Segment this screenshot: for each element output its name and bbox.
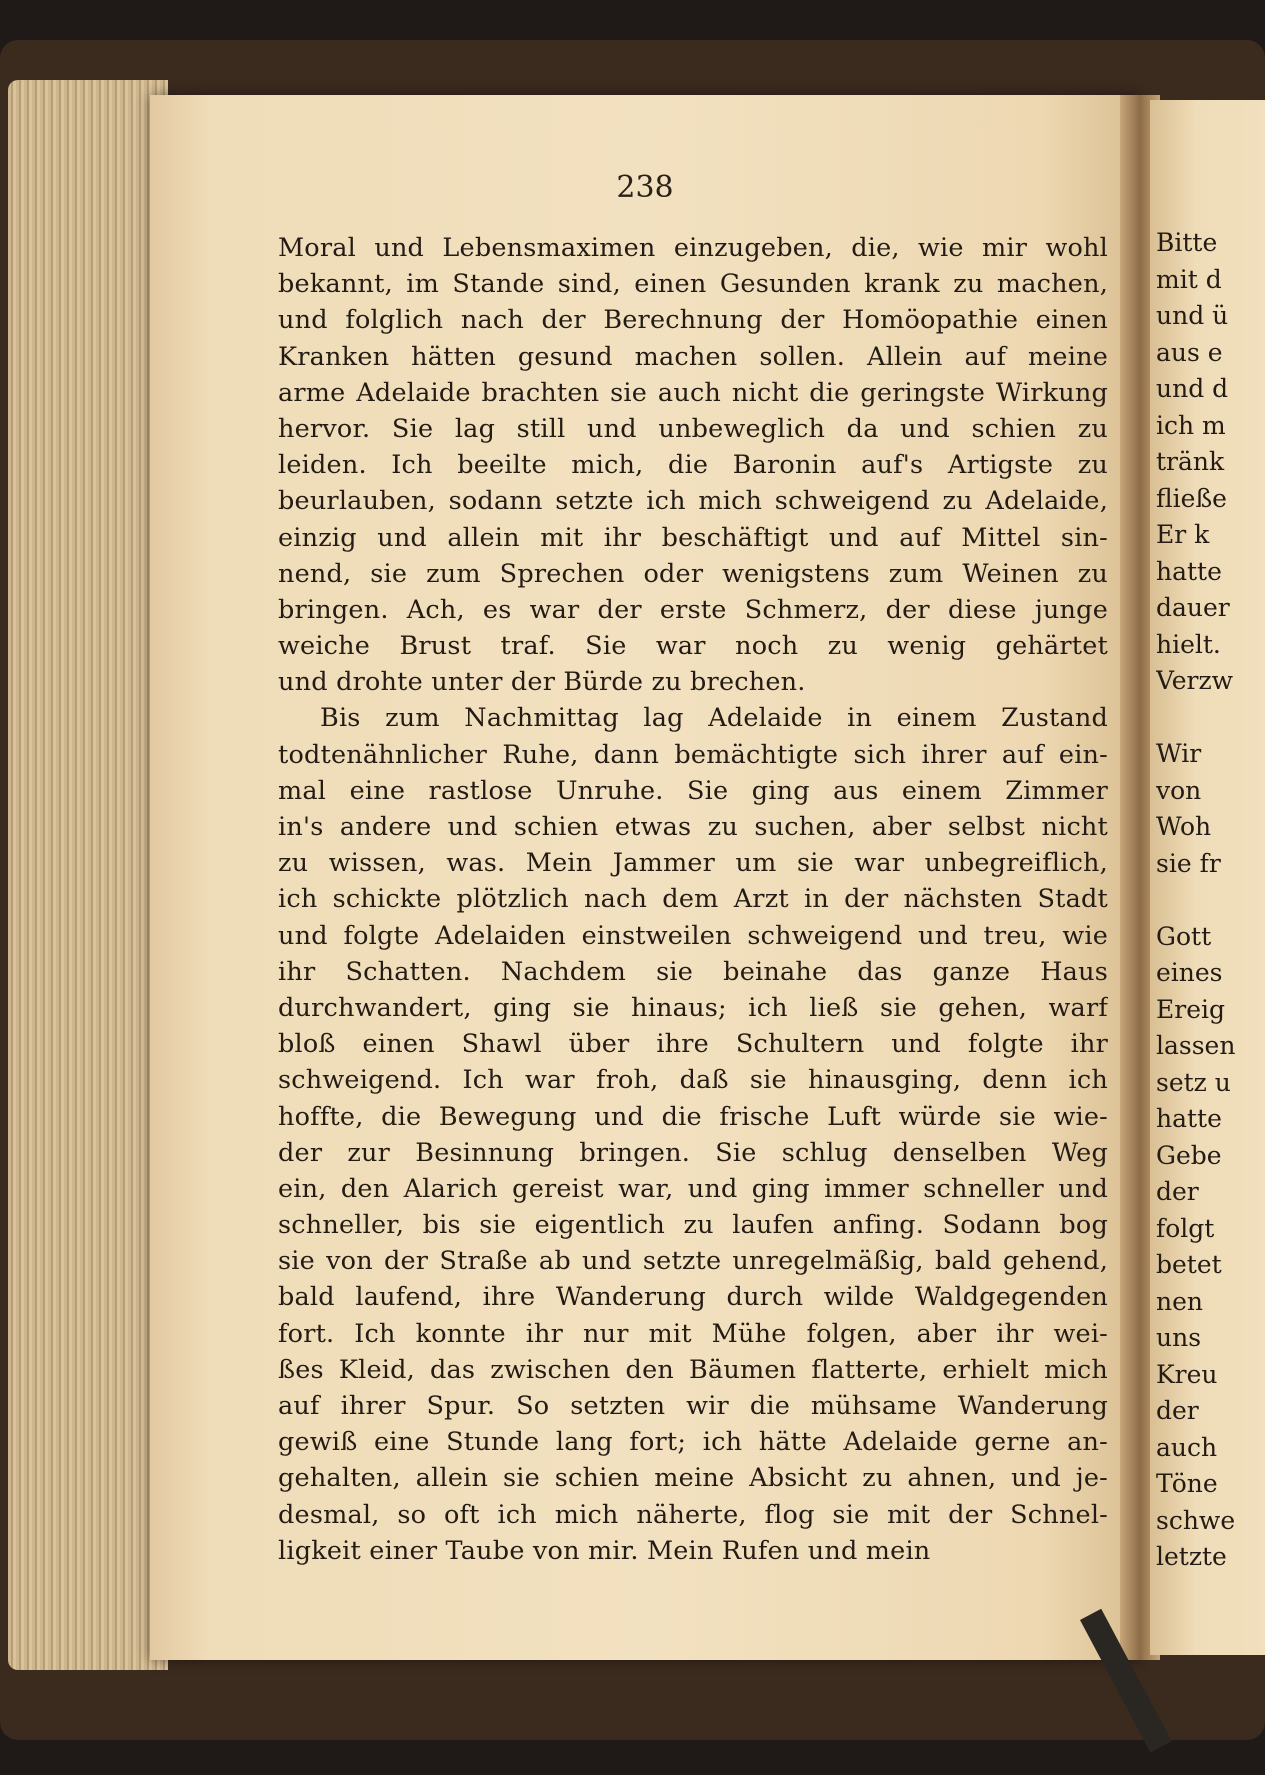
text-line: leiden. Ich beeilte mich, die Baronin auf's Artigste zu — [278, 450, 1108, 481]
right-page-fragment: letzte — [1156, 1542, 1227, 1571]
text-line: sie von der Straße ab und setzte unregelmäßig, bald gehend, — [278, 1246, 1108, 1277]
text-line: und drohte unter der Bürde zu brechen. — [278, 667, 806, 698]
text-line: todtenähnlicher Ruhe, dann bemächtigte sich ihrer auf ein- — [278, 739, 1108, 770]
right-page-fragment: hatte — [1156, 556, 1222, 586]
right-page-fragment: tränk — [1156, 447, 1225, 476]
text-line: und folgte Adelaiden einstweilen schweigend und treu, wie — [278, 920, 1108, 951]
text-line: hoffte, die Bewegung und die frische Luft würde sie wie- — [278, 1101, 1108, 1132]
text-line: durchwandert, ging sie hinaus; ich ließ sie gehen, warf — [278, 992, 1108, 1023]
page-edges — [8, 80, 168, 1670]
text-line: nend, sie zum Sprechen oder wenigstens zum Weinen zu — [278, 558, 1108, 589]
right-page-text — [1156, 225, 1265, 1576]
text-line: Bis zum Nachmittag lag Adelaide in einem Zustand — [320, 703, 1108, 734]
right-page-fragment: Woh — [1156, 812, 1212, 841]
right-page-fragment: Töne — [1156, 1469, 1218, 1498]
right-page-fragment: mit d — [1156, 264, 1222, 294]
text-line: ein, den Alarich gereist war, und ging immer schneller und — [278, 1173, 1108, 1204]
right-page-fragment: Kreu — [1156, 1359, 1218, 1389]
text-line: einzig und allein mit ihr beschäftigt und auf Mittel sin- — [278, 522, 1108, 553]
text-line: ßes Kleid, das zwischen den Bäumen flatterte, erhielt mich — [278, 1354, 1108, 1385]
right-page-fragment: auch — [1156, 1432, 1218, 1462]
right-page-fragment: und ü — [1156, 301, 1229, 330]
right-page-edge — [1150, 100, 1265, 1655]
right-page-fragment: eines — [1156, 958, 1223, 987]
right-page-fragment: nen — [1156, 1286, 1203, 1316]
right-page-fragment: ich m — [1156, 410, 1226, 440]
text-line: bekannt, im Stande sind, einen Gesunden krank zu machen, — [278, 269, 1108, 300]
text-line: schweigend. Ich war froh, daß sie hinausging, denn ich — [278, 1065, 1108, 1096]
right-page-fragment: folgt — [1156, 1213, 1215, 1243]
right-page-fragment: lassen — [1156, 1031, 1236, 1060]
text-line: weiche Brust traf. Sie war noch zu wenig gehärtet — [278, 631, 1108, 662]
right-page-fragment: der — [1156, 1396, 1199, 1425]
text-line: Kranken hätten gesund machen sollen. Allein auf meine — [278, 341, 1108, 372]
right-page-fragment: Gebe — [1156, 1140, 1222, 1170]
right-page-fragment: hatte — [1156, 1104, 1222, 1133]
text-line: ihr Schatten. Nachdem sie beinahe das ganze Haus — [278, 956, 1108, 987]
right-page-fragment — [1156, 700, 1265, 737]
text-line: und folglich nach der Berechnung der Homöopathie einen — [278, 305, 1108, 336]
text-line: bloß einen Shawl über ihre Schultern und folgte ihr — [278, 1029, 1108, 1060]
right-page-fragment: Verzw — [1156, 666, 1234, 695]
right-page-fragment: von — [1156, 775, 1202, 805]
text-line: der zur Besinnung bringen. Sie schlug denselben Weg — [278, 1137, 1108, 1168]
right-page-fragment: uns — [1156, 1323, 1202, 1352]
text-line: auf ihrer Spur. So setzten wir die mühsame Wanderung — [278, 1391, 1108, 1421]
right-page-fragment: Wir — [1156, 739, 1202, 768]
right-page-fragment: schwe — [1156, 1505, 1236, 1535]
text-line: gewiß eine Stunde lang fort; ich hätte Adelaide gerne an- — [278, 1427, 1108, 1458]
right-page-fragment: Er k — [1156, 520, 1210, 549]
text-line: desmal, so oft ich mich näherte, flog sie mit der Schnel- — [278, 1499, 1108, 1530]
right-page-fragment: hielt. — [1156, 629, 1221, 659]
right-page-fragment: Ereig — [1156, 994, 1225, 1024]
right-page-fragment — [1156, 882, 1265, 919]
right-page-fragment: setz u — [1156, 1067, 1231, 1097]
text-line: arme Adelaide brachten sie auch nicht die geringste Wirkung — [278, 377, 1108, 408]
right-page-fragment: Gott — [1156, 921, 1212, 951]
text-line: gehalten, allein sie schien meine Absicht zu ahnen, und je- — [278, 1463, 1108, 1494]
text-line: mal eine rastlose Unruhe. Sie ging aus einem Zimmer — [278, 775, 1108, 806]
right-page-fragment: aus e — [1156, 337, 1223, 367]
right-page-fragment: der — [1156, 1177, 1199, 1206]
text-line: fort. Ich konnte ihr nur mit Mühe folgen, aber ihr wei- — [278, 1318, 1108, 1349]
text-line: schneller, bis sie eigentlich zu laufen anfing. Sodann bog — [278, 1210, 1108, 1241]
text-line: hervor. Sie lag still und unbeweglich da und schien zu — [278, 413, 1108, 444]
right-page-fragment: dauer — [1156, 593, 1230, 622]
text-line: ich schickte plötzlich nach dem Arzt in der nächsten Stadt — [278, 884, 1108, 915]
text-line: in's andere und schien etwas zu suchen, aber selbst nicht — [278, 812, 1108, 842]
right-page-fragment: fließe — [1156, 483, 1227, 513]
right-page-fragment: und d — [1156, 374, 1229, 403]
text-line: ligkeit einer Taube von mir. Mein Rufen und mein — [278, 1535, 931, 1566]
text-line: bald laufend, ihre Wanderung durch wilde Waldgegenden — [278, 1282, 1108, 1313]
right-page-fragment: betet — [1156, 1250, 1222, 1279]
right-page-fragment: Bitte — [1156, 228, 1218, 257]
page-number: 238 — [616, 170, 674, 205]
body-text — [278, 230, 1108, 1569]
left-page — [150, 95, 1140, 1660]
text-line: bringen. Ach, es war der erste Schmerz, der diese junge — [278, 594, 1108, 625]
text-line: zu wissen, was. Mein Jammer um sie war unbegreiflich, — [278, 848, 1108, 879]
right-page-fragment: sie fr — [1156, 848, 1221, 878]
text-line: beurlauben, sodann setzte ich mich schweigend zu Adelaide, — [278, 486, 1108, 517]
text-line: Moral und Lebensmaximen einzugeben, die, wie mir wohl — [278, 233, 1108, 263]
